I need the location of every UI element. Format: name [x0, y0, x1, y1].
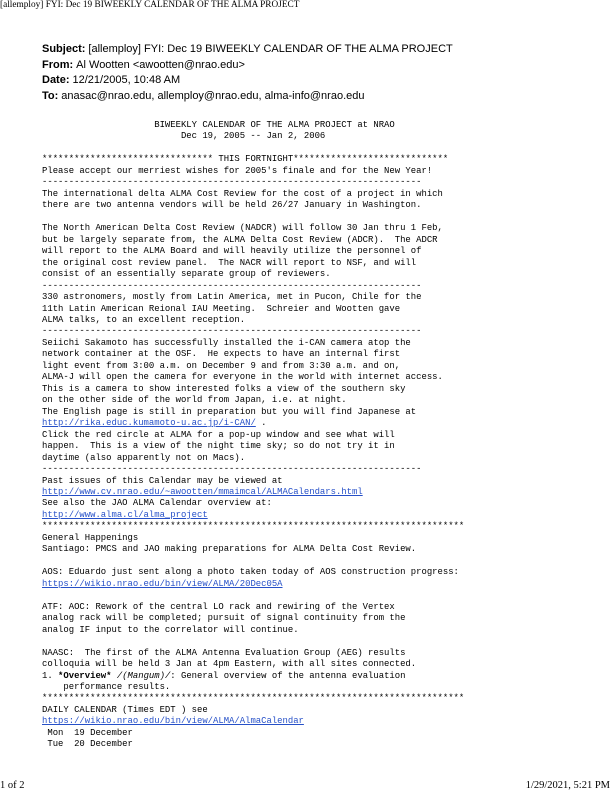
atf-line: analog IF input to the correlator will continue. [42, 624, 299, 635]
calendar-date-range: Dec 19, 2005 -- Jan 2, 2006 [180, 131, 326, 142]
calendar-day-row [42, 739, 602, 750]
ican-line: network container at the OSF. He expects to have an internal first [42, 349, 401, 360]
star-separator: ******************************************************************************* [42, 521, 465, 532]
to-row [42, 89, 602, 105]
subject-value: [allemploy] FYI: Dec 19 BIWEEKLY CALENDAR OF THE ALMA PROJECT [88, 43, 453, 55]
agenda-speaker: /(Mangum)/ [116, 670, 171, 681]
aos-photo-link[interactable]: https://wikio.nrao.edu/bin/view/ALMA/20Dec05A [42, 578, 283, 589]
iau-meeting-line: ALMA talks, to an excellent reception. [42, 314, 246, 325]
agenda-title: *Overview* [58, 670, 112, 681]
ican-page-link[interactable]: http://rika.educ.kumamoto-u.ac.jp/i-CAN/ [42, 418, 256, 429]
jao-calendar-line: See also the JAO ALMA Calendar overview at: [42, 498, 272, 509]
agenda-number: 1. [42, 670, 53, 681]
calendar-title: BIWEEKLY CALENDAR OF THE ALMA PROJECT at NRAO [154, 120, 395, 130]
from-value: Al Wootten <awootten@nrao.edu> [76, 58, 245, 71]
ican-link-line [42, 418, 602, 429]
ican-line: The English page is still in preparation but you will find Japanese at [42, 406, 417, 417]
dash-separator: ----------------------------------------------------------------------- [42, 280, 422, 291]
naasc-line: colloquia will be held 3 Jan at 4pm Eastern, with all sites connected. [42, 659, 417, 670]
aos-link-line [42, 579, 602, 590]
aos-note: AOS: Eduardo just sent along a photo taken today of AOS construction progress: [42, 567, 459, 578]
subject-row [42, 42, 602, 58]
ican-line: This is a camera to show interested folks a view of the southern sky [42, 383, 406, 394]
ican-line: happen. This is a view of the night time sky; so do not try it in [42, 441, 395, 452]
jao-calendar-link-line [42, 510, 602, 521]
subject-label: Subject: [42, 43, 86, 55]
print-header-title: [allemploy] FYI: Dec 19 BIWEEKLY CALENDAR OF THE ALMA PROJECT [0, 0, 300, 10]
ican-line: ALMA-J will open the camera for everyone in the world with internet access. [42, 372, 443, 383]
general-happenings-heading: General Happenings [42, 532, 139, 543]
blank-line [42, 212, 602, 223]
nadcr-line: The North American Delta Cost Review (NADCR) will follow 30 Jan thru 1 Feb, [42, 223, 443, 234]
calendar-weekday: Mon [47, 727, 64, 738]
cost-review-line: The international delta ALMA Cost Review for the cost of a project in which [42, 188, 443, 199]
cost-review-line: there are two antenna vendors will be held 26/27 January in Washington. [42, 200, 422, 211]
archive-line: Past issues of this Calendar may be viewed at [42, 475, 283, 486]
iau-meeting-line: 11th Latin American Reional IAU Meeting. Schreier and Wootten gave [42, 303, 401, 314]
ican-link-suffix: . [255, 418, 267, 429]
daily-calendar-link-line [42, 716, 602, 727]
dash-separator: ----------------------------------------------------------------------- [42, 464, 422, 475]
blank-line [42, 636, 602, 647]
atf-line: ATF: AOC: Rework of the central LO rack and rewiring of the Vertex [42, 601, 395, 612]
nadcr-line: but be largely separate from, the ALMA Delta Cost Review (ADCR). The ADCR [42, 234, 438, 245]
jao-calendar-link[interactable]: http://www.alma.cl/alma_project [42, 509, 208, 520]
atf-line: analog rack will be completed; pursuit of signal continuity from the [42, 613, 406, 624]
fortnight-banner: ******************************** THIS FORTNIGHT***************************** [42, 154, 449, 165]
daily-calendar-heading: DAILY CALENDAR (Times EDT ) see [42, 704, 208, 715]
agenda-item [42, 671, 602, 682]
ican-line: Click the red circle at ALMA for a pop-up window and see what will [42, 429, 395, 440]
daily-calendar-link[interactable]: https://wikio.nrao.edu/bin/view/ALMA/AlmaCalendar [42, 716, 304, 727]
blank-line [42, 590, 602, 601]
calendar-date: 20 December [74, 739, 133, 750]
naasc-line: NAASC: The first of the ALMA Antenna Evaluation Group (AEG) results [42, 647, 406, 658]
santiago-note: Santiago: PMCS and JAO making preparations for ALMA Delta Cost Review. [42, 544, 417, 555]
calendar-weekday: Tue [47, 739, 64, 750]
star-separator: ******************************************************************************* [42, 693, 465, 704]
blank-line [42, 556, 602, 567]
ican-line: daytime (also apparently not on Macs). [42, 452, 246, 463]
nadcr-line: the original cost review panel. The NACR will report to NSF, and will [42, 257, 417, 268]
date-value: 12/21/2005, 10:48 AM [72, 74, 181, 87]
email-header-block [42, 42, 602, 104]
archive-link-line [42, 487, 602, 498]
to-value: anasac@nrao.edu, allemploy@nrao.edu, alma-info@nrao.edu [61, 89, 365, 102]
dash-separator: ----------------------------------------------------------------------- [42, 177, 422, 188]
ican-line: Seiichi Sakamoto has successfully installed the i-CAN camera atop the [42, 337, 411, 348]
from-label: From: [42, 58, 74, 71]
iau-meeting-line: 330 astronomers, mostly from Latin America, met in Pucon, Chile for the [42, 292, 422, 303]
blank-line [42, 143, 602, 154]
date-label: Date: [42, 74, 70, 87]
archive-link[interactable]: http://www.cv.nrao.edu/~awootten/mmaimcal/ALMACalendars.html [42, 487, 363, 497]
to-label: To: [42, 89, 59, 102]
agenda-description: : General overview of the antenna evaluation [170, 670, 406, 681]
dash-separator: ----------------------------------------------------------------------- [42, 326, 422, 337]
page-number: 1 of 2 [0, 780, 25, 791]
ican-line: on the other side of the world from Japan, i.e. at night. [42, 395, 347, 406]
greeting-line: Please accept our merriest wishes for 2005's finale and for the New Year! [42, 165, 433, 176]
calendar-day-row [42, 728, 602, 739]
date-row [42, 73, 602, 89]
nadcr-line: will report to the ALMA Board and will heavily utilize the personnel of [42, 246, 422, 257]
calendar-date: 19 December [74, 727, 133, 738]
print-timestamp: 1/29/2021, 5:21 PM [525, 780, 610, 791]
from-row [42, 58, 602, 74]
message-body [42, 120, 602, 751]
ican-line: light event from 3:00 a.m. on December 9 and from 3:30 a.m. and on, [42, 360, 401, 371]
agenda-continuation: performance results. [63, 681, 171, 692]
nadcr-line: consist of an essentially separate group of reviewers. [42, 269, 331, 280]
